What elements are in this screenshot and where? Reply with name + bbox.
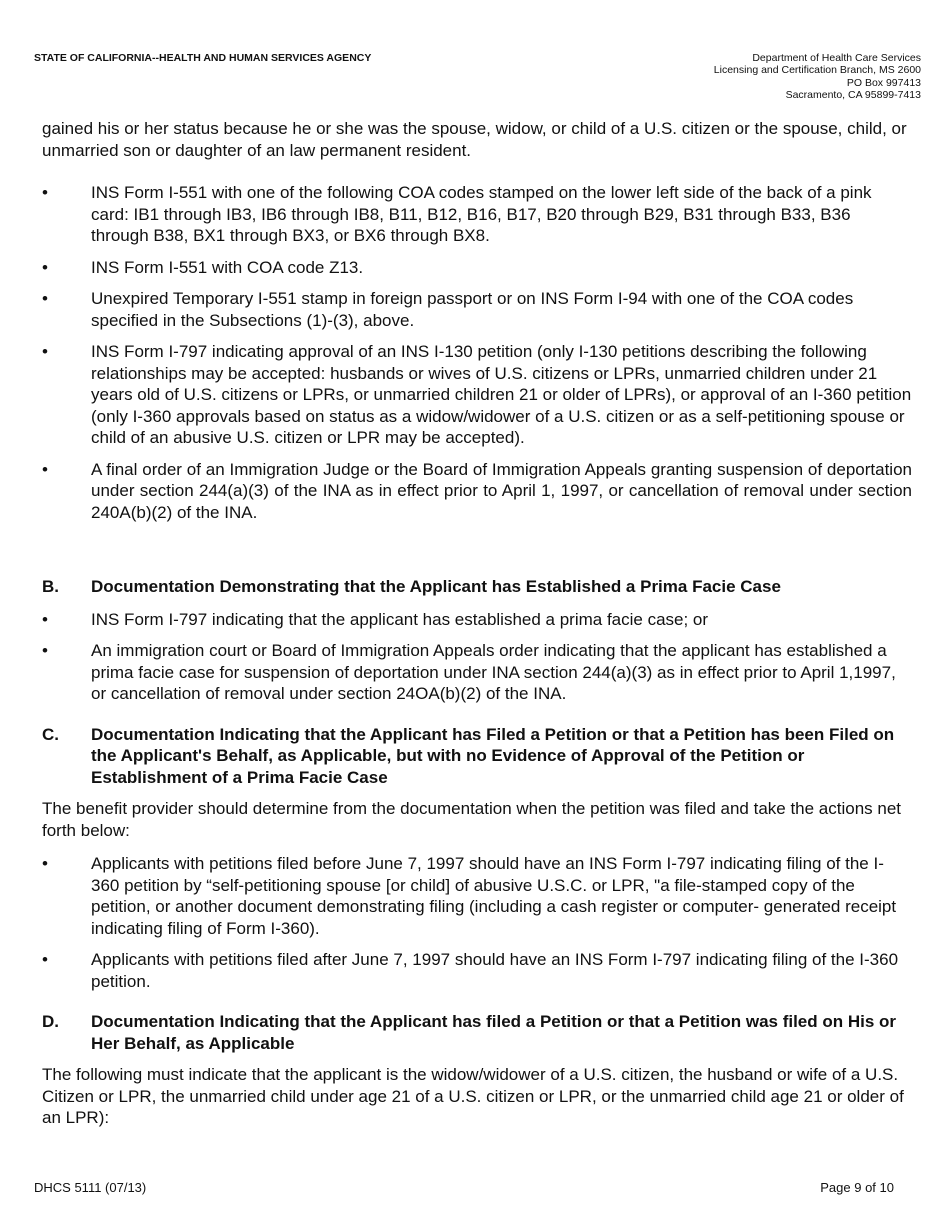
list-item-text: INS Form I-551 with COA code Z13.	[91, 257, 364, 277]
list-item	[42, 949, 912, 992]
section-label: B.	[42, 577, 59, 596]
address-line: Licensing and Certification Branch, MS 2600	[713, 64, 921, 77]
bullet-icon: •	[42, 950, 48, 969]
section-label: D.	[42, 1012, 59, 1031]
bullet-icon: •	[42, 641, 48, 660]
list-item-text: Applicants with petitions filed after June 7, 1997 should have an INS Form I-797 indicating filing of the I-360 petition.	[91, 950, 899, 991]
section-title: Documentation Indicating that the Applicant has filed a Petition or that a Petition was filed on His or Her Behalf, as Applicable	[91, 1012, 897, 1053]
bullet-icon: •	[42, 609, 48, 629]
section-title: Documentation Demonstrating that the Applicant has Established a Prima Facie Case	[91, 577, 781, 596]
form-id: DHCS 5111 (07/13)	[34, 1180, 147, 1195]
section-intro: The benefit provider should determine from the documentation when the petition was filed and take the actions net forth below:	[42, 799, 902, 840]
address-line: PO Box 997413	[846, 76, 921, 89]
page-number: Page 9 of 10	[820, 1180, 894, 1195]
list-item-text: INS Form I-551 with one of the following COA codes stamped on the lower left side of the back of a pink card: IB1 through IB3, IB6 through IB8, B11, B12, B16, B17, B20 through B29, B31 through B33, B36 through B38, BX1 through BX3, or BX6 through BX8.	[91, 183, 872, 245]
address-line: Department of Health Care Services	[752, 52, 921, 64]
bullet-icon: •	[42, 342, 48, 361]
list-item	[42, 609, 912, 631]
list-item	[42, 853, 912, 939]
department-address	[714, 52, 921, 101]
section-heading-b	[42, 576, 912, 598]
section-intro: The following must indicate that the applicant is the widow/widower of a U.S. citizen, the husband or wife of a U.S. Citizen or LPR, the unmarried child under age 21 of a U.S. citizen or LPR, or the unmarried child age 21 or older of an LPR):	[42, 1065, 904, 1127]
section-label: C.	[42, 724, 59, 744]
bullet-icon: •	[42, 289, 48, 308]
list-item	[42, 640, 912, 705]
intro-paragraph: gained his or her status because he or she was the spouse, widow, or child of a U.S. citizen or the spouse, child, or unmarried son or daughter of an law permanent resident.	[42, 119, 907, 160]
bullet-icon: •	[42, 183, 48, 202]
bullet-icon: •	[42, 459, 48, 479]
section-heading-c	[42, 724, 912, 789]
list-item-text: Unexpired Temporary I-551 stamp in foreign passport or on INS Form I-94 with one of the COA codes specified in the Subsections (1)-(3), above.	[91, 289, 854, 330]
section-title: Documentation Indicating that the Applicant has Filed a Petition or that a Petition has been Filed on the Applicant's Behalf, as Applicable, but with no Evidence of Approval of the Petition or Establishment of a Prima Facie Case	[91, 724, 895, 787]
list-item-text: A final order of an Immigration Judge or the Board of Immigration Appeals granting suspension of deportation under section 244(a)(3) of the INA as in effect prior to April 1, 1997, or cancellation of removal under section 240A(b)(2) of the INA.	[91, 459, 912, 522]
list-item-text: INS Form I-797 indicating approval of an INS I-130 petition (only I-130 petitions describing the following relationships may be accepted: husbands or wives of U.S. citizens or LPRs, unmarried children under 21 years old of U.S. citizens or LPRs, or unmarried children 21 or older of LPRs), or approval of an I-360 petition (only I-360 approvals based on status as a widow/widower of a U.S. citizen or as a self-petitioning spouse or child of an abusive U.S. citizen or LPR may be accepted).	[91, 342, 912, 447]
list-item-text: INS Form I-797 indicating that the applicant has established a prima facie case; or	[91, 609, 709, 629]
list-item-text: Applicants with petitions filed before June 7, 1997 should have an INS Form I-797 indicating filing of the I-360 petition by “self-petitioning spouse [or child] of abusive U.S.C. or LPR, "a file-stamped copy of the petition, or another document demonstrating filing (including a cash register or computer- generated receipt indicating filing of Form I-360).	[91, 854, 897, 938]
list-item	[42, 288, 912, 331]
list-item	[42, 341, 912, 449]
list-item	[42, 459, 912, 524]
bullet-icon: •	[42, 854, 48, 873]
document-body	[42, 118, 912, 1129]
address-line: Sacramento, CA 95899-7413	[785, 88, 921, 101]
list-item	[42, 257, 912, 279]
list-item-text: An immigration court or Board of Immigration Appeals order indicating that the applicant has established a prima facie case for suspension of deportation under INA section 244(a)(3) as in effect prior to April 1,1997, or cancellation of removal under section 24OA(b)(2) of the INA.	[91, 641, 896, 703]
agency-header: STATE OF CALIFORNIA--HEALTH AND HUMAN SERVICES AGENCY	[34, 52, 372, 64]
bullet-icon: •	[42, 257, 48, 277]
list-item	[42, 182, 912, 247]
section-heading-d	[42, 1011, 912, 1054]
